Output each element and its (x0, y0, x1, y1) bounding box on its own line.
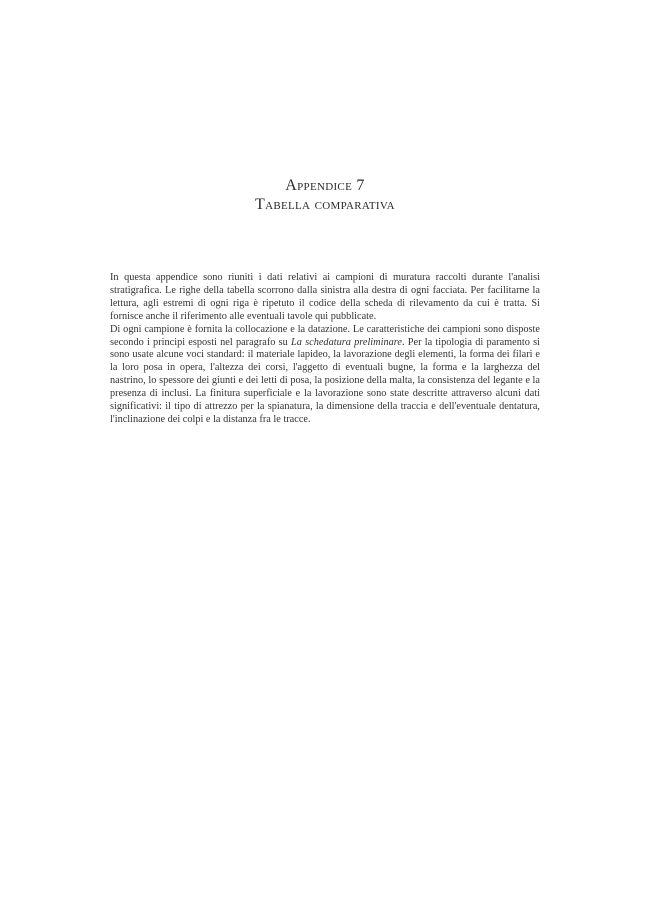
body-text (110, 272, 540, 427)
paragraph-2-end: . Per la tipologia di paramento si sono usate alcune voci standard: il materiale lapideo, la lavorazione degli elementi, la forma dei filari e la loro posa in opera, l'altezza dei corsi, l'aggetto di eventuali bugne, la forma e la larghezza del nastrino, lo spessore dei giunti e dei letti di posa, la posizione della malta, la consistenza del legante e la presenza di inclusi. La finitura superficiale e la lavorazione sono state descritte attraverso alcuni dati significativi: il tipo di attrezzo per la spianatura, la dimensione della traccia e dell'eventuale dentatura, l'inclinazione dei colpi e la distanza fra le tracce. (110, 336, 541, 425)
appendix-heading (0, 176, 650, 214)
appendix-word: Appendice (285, 177, 353, 194)
appendix-subtitle: Tabella comparativa (255, 196, 395, 213)
paragraph-1: In questa appendice sono riuniti i dati relativi ai campioni di muratura raccolti durante l'analisi stratigrafica. Le righe della tabella scorrono dalla sinistra alla destra di ogni facciata. Per facilitarne la lettura, agli estremi di ogni riga è ripetuto il codice della scheda di rilevamento da cui è tratta. Si fornisce anche il riferimento alle eventuali tavole qui pubblicate. (110, 272, 540, 322)
paragraph-2-italic-title: La schedatura preliminare (291, 336, 402, 348)
paragraph-2-start: Di ogni campione è fornita la collocazione e la datazione. Le caratteristiche dei campioni sono disposte secondo i principi esposti nel paragrafo su (110, 323, 540, 348)
appendix-number: 7 (356, 177, 365, 194)
appendix-title (0, 176, 650, 195)
paragraph-2 (110, 324, 540, 427)
